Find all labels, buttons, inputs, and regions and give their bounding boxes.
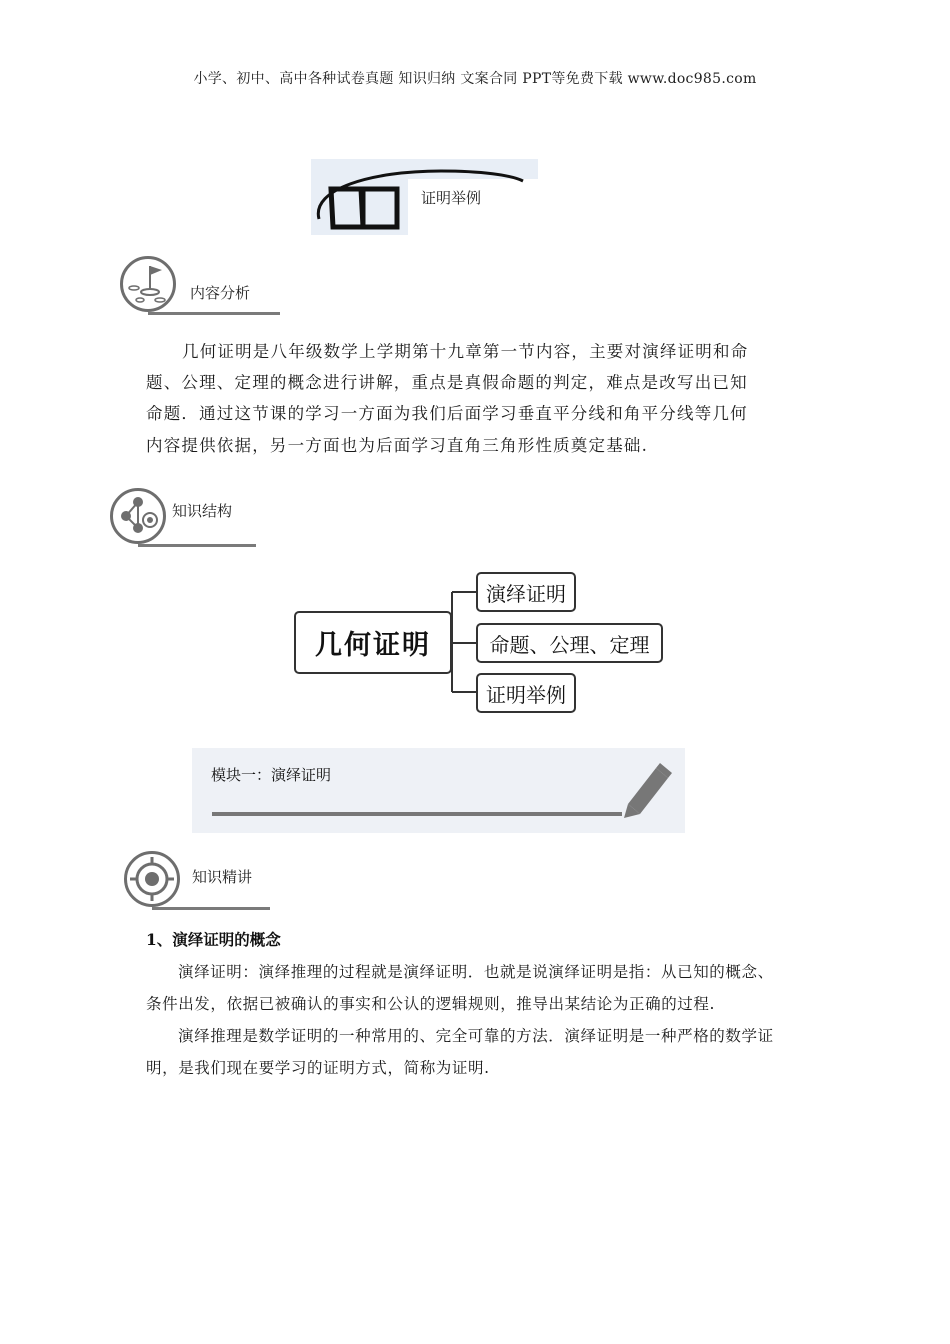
section-underline bbox=[152, 907, 270, 910]
content-analysis-line-1: 几何证明是八年级数学上学期第十九章第一节内容，主要对演绎证明和命 bbox=[182, 342, 749, 361]
section-header-knowledge-lecture bbox=[124, 851, 304, 915]
content-analysis-line-4: 内容提供依据，另一方面也为后面学习直角三角形性质奠定基础. bbox=[146, 436, 649, 455]
concept-line-1: 演绎证明：演绎推理的过程就是演绎证明．也就是说演绎证明是指：从已知的概念、 bbox=[178, 963, 774, 981]
module-banner bbox=[192, 748, 685, 833]
diagram-child-node: 命题、公理、定理 bbox=[476, 623, 663, 663]
diagram-child-node: 证明举例 bbox=[476, 673, 576, 713]
flag-map-icon bbox=[120, 256, 176, 312]
section-heading: 知识结构 bbox=[172, 502, 233, 520]
module-title: 模块一：演绎证明 bbox=[211, 766, 332, 784]
content-analysis-line-2: 题、公理、定理的概念进行讲解，重点是真假命题的判定，难点是改写出已知 bbox=[146, 373, 748, 392]
network-nodes-icon bbox=[110, 488, 166, 544]
concept-line-2: 条件出发，依据已被确认的事实和公认的逻辑规则，推导出某结论为正确的过程. bbox=[146, 995, 716, 1013]
target-icon bbox=[124, 851, 180, 907]
concept-line-4: 明，是我们现在要学习的证明方式，简称为证明. bbox=[146, 1059, 490, 1077]
section-heading: 内容分析 bbox=[190, 284, 251, 302]
section-underline bbox=[148, 312, 280, 315]
content-analysis-line-3: 命题．通过这节课的学习一方面为我们后面学习垂直平分线和角平分线等几何 bbox=[146, 404, 748, 423]
diagram-child-node: 演绎证明 bbox=[476, 572, 576, 612]
banner-title: 证明举例 bbox=[421, 189, 482, 207]
section-header-knowledge-structure bbox=[110, 488, 290, 552]
pencil-icon bbox=[610, 756, 676, 822]
diagram-root-node: 几何证明 bbox=[294, 611, 452, 674]
section-heading: 知识精讲 bbox=[192, 868, 253, 886]
section-header-content-analysis bbox=[120, 256, 300, 320]
concept-heading: 1、演绎证明的概念 bbox=[146, 930, 281, 949]
title-banner bbox=[311, 159, 538, 235]
section-underline bbox=[138, 544, 256, 547]
concept-line-3: 演绎推理是数学证明的一种常用的、完全可靠的方法．演绎证明是一种严格的数学证 bbox=[178, 1027, 774, 1045]
page-header-text: 小学、初中、高中各种试卷真题 知识归纳 文案合同 PPT等免费下载 www.doc985.com bbox=[193, 71, 757, 87]
module-underline bbox=[212, 812, 622, 816]
